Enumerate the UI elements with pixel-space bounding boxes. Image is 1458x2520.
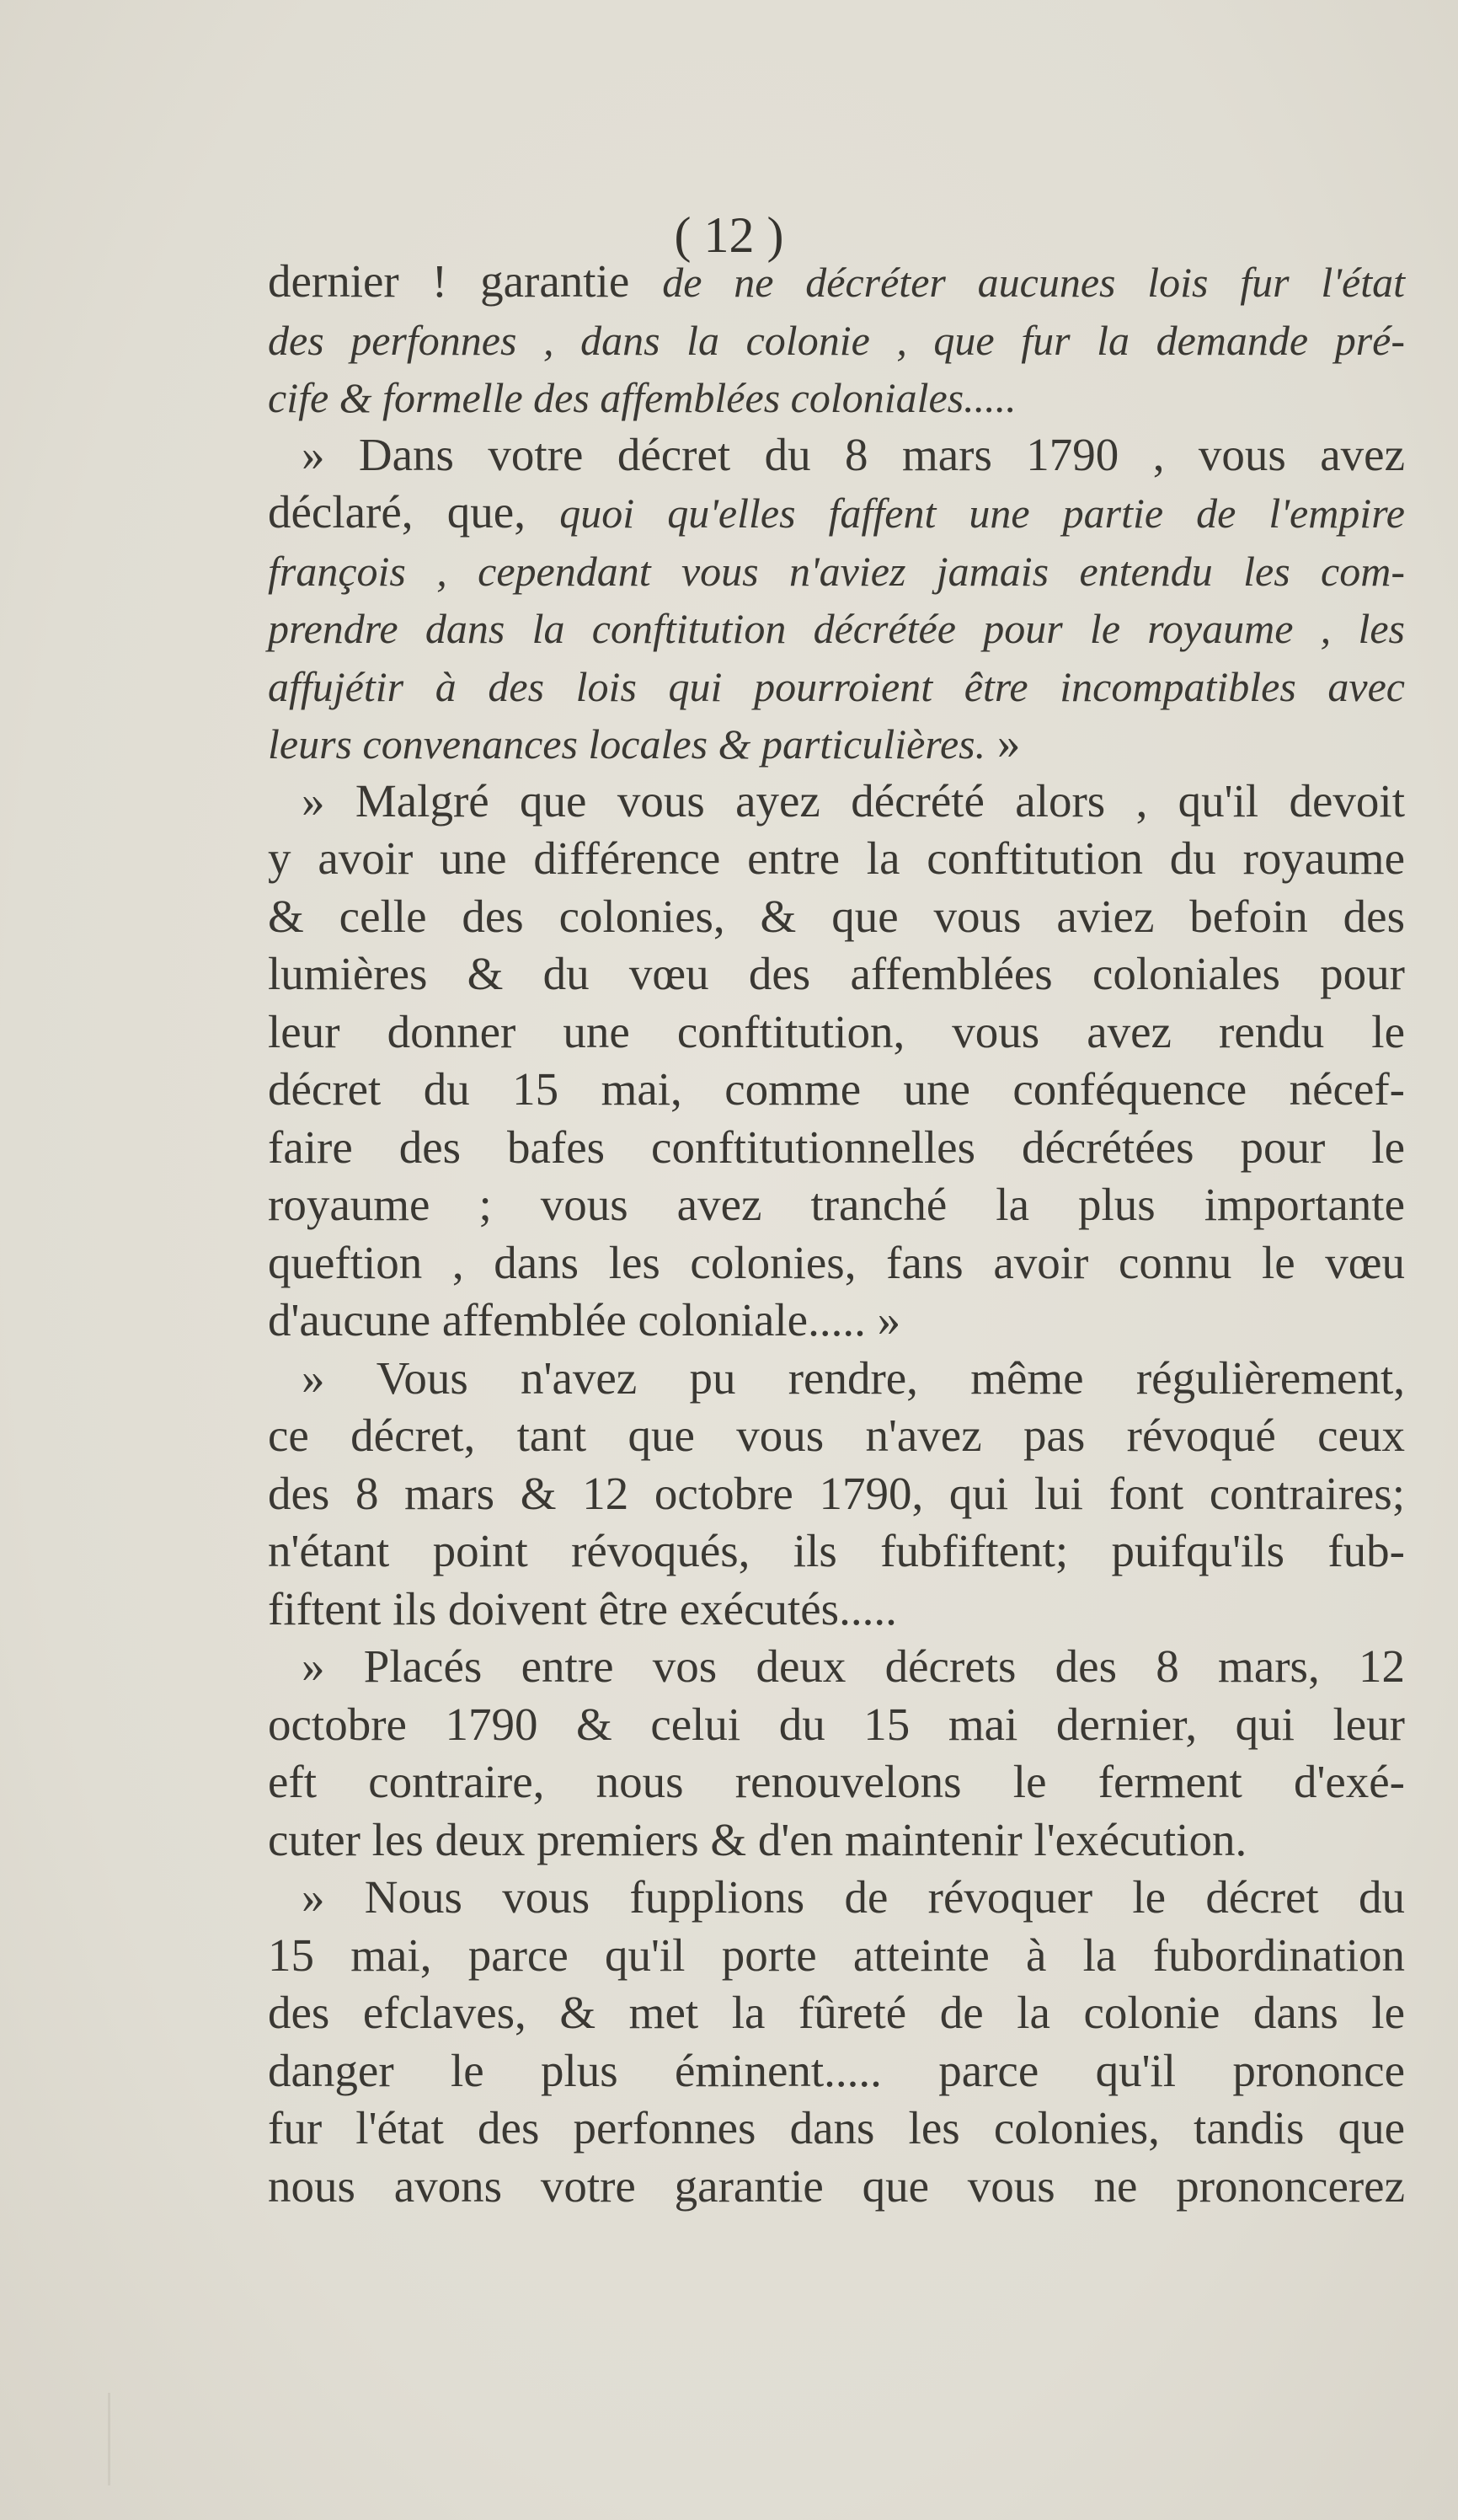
text-line — [268, 1638, 1405, 1696]
italic-text-segment: prendre dans la conftitution décrétée pour le royaume , les — [268, 605, 1405, 652]
text-line — [268, 1465, 1405, 1523]
text-line — [268, 1927, 1405, 1985]
text-segment: » — [985, 717, 1021, 768]
text-line — [268, 1696, 1405, 1754]
text-segment: » Dans votre décret du 8 mars 1790 , vous avez — [302, 428, 1405, 480]
text-segment: 15 mai, parce qu'il porte atteinte à la fubordination — [268, 1929, 1405, 1981]
text-segment: lumières & du vœu des affemblées coloniales pour — [268, 948, 1405, 999]
text-segment: d'aucune affemblée coloniale..... » — [268, 1294, 901, 1346]
text-line — [268, 253, 1405, 311]
text-segment: queftion , dans les colonies, fans avoir connu le vœu — [268, 1236, 1405, 1288]
text-line — [268, 888, 1405, 946]
text-line — [268, 657, 1405, 715]
text-line — [268, 830, 1405, 888]
text-line — [268, 714, 1405, 773]
text-line — [268, 1119, 1405, 1177]
text-segment: nous avons votre garantie que vous ne prononcerez — [268, 2159, 1405, 2212]
text-segment: & celle des colonies, & que vous aviez befoin des — [268, 890, 1405, 942]
text-segment: » Nous vous fupplions de révoquer le décret du — [302, 1871, 1405, 1923]
text-segment: faire des bafes conftitutionnelles décrétées pour le — [268, 1121, 1405, 1173]
text-segment: octobre 1790 & celui du 15 mai dernier, qui leur — [268, 1698, 1405, 1750]
text-line — [268, 484, 1405, 542]
text-line — [268, 1984, 1405, 2042]
text-line — [268, 542, 1405, 600]
text-line — [268, 1811, 1405, 1870]
text-line — [268, 945, 1405, 1003]
text-line — [268, 1061, 1405, 1119]
text-segment: déclaré, que, — [268, 486, 560, 538]
text-segment: cuter les deux premiers & d'en maintenir l'exécution. — [268, 1813, 1247, 1865]
page-edge-mark — [108, 2393, 110, 2485]
text-line — [268, 773, 1405, 831]
text-segment: » Malgré que vous ayez décrété alors , qu'il devoit — [302, 774, 1405, 827]
italic-text-segment: quoi qu'elles faffent une partie de l'empire — [559, 490, 1405, 537]
text-line — [268, 1003, 1405, 1062]
text-line — [268, 426, 1405, 484]
body-text — [268, 253, 1405, 2215]
text-segment: n'étant point révoqués, ils fubfiftent; puifqu'ils fub- — [268, 1525, 1405, 1576]
text-segment: danger le plus éminent..... parce qu'il prononce — [268, 2044, 1405, 2096]
text-segment: fur l'état des perfonnes dans les colonies, tandis que — [268, 2102, 1405, 2154]
text-segment: » Vous n'avez pu rendre, même régulièrement, — [302, 1351, 1405, 1404]
text-line — [268, 1407, 1405, 1465]
italic-text-segment: leurs convenances locales & particulières. — [268, 720, 986, 768]
text-line — [268, 1350, 1405, 1408]
text-segment: eft contraire, nous renouvelons le ferment d'exé- — [268, 1756, 1405, 1807]
text-line — [268, 1753, 1405, 1811]
text-line — [268, 1292, 1405, 1350]
text-line — [268, 2042, 1405, 2100]
text-segment: des 8 mars & 12 octobre 1790, qui lui font contraires; — [268, 1467, 1405, 1519]
text-line — [268, 1234, 1405, 1292]
text-segment: ce décret, tant que vous n'avez pas révoqué ceux — [268, 1410, 1405, 1461]
text-line — [268, 599, 1405, 657]
italic-text-segment: françois , cependant vous n'aviez jamais entendu les com- — [268, 547, 1405, 595]
text-line — [268, 1581, 1405, 1639]
text-segment: leur donner une conftitution, vous avez rendu le — [268, 1005, 1405, 1057]
italic-text-segment: de ne décréter aucunes lois fur l'état — [662, 259, 1405, 306]
text-line — [268, 368, 1405, 426]
text-line — [268, 311, 1405, 369]
text-line — [268, 1176, 1405, 1234]
text-segment: décret du 15 mai, comme une conféquence nécef- — [268, 1063, 1405, 1115]
italic-text-segment: cife & formelle des affemblées coloniales..... — [268, 374, 1017, 421]
italic-text-segment: affujétir à des lois qui pourroient être incompatibles avec — [268, 662, 1405, 710]
text-segment: dernier ! garantie — [268, 255, 663, 307]
text-segment: fiftent ils doivent être exécutés..... — [268, 1582, 897, 1635]
italic-text-segment: des perfonnes , dans la colonie , que fur la demande pré- — [268, 316, 1405, 364]
text-segment: des efclaves, & met la fûreté de la colonie dans le — [268, 1987, 1405, 2038]
text-segment: » Placés entre vos deux décrets des 8 mars, 12 — [302, 1640, 1405, 1692]
text-segment: y avoir une différence entre la conftitution du royaume — [268, 832, 1405, 884]
text-line — [268, 1522, 1405, 1581]
text-line — [268, 1869, 1405, 1927]
text-line — [268, 2158, 1405, 2216]
text-segment: royaume ; vous avez tranché la plus importante — [268, 1179, 1405, 1230]
page-number: ( 12 ) — [674, 207, 784, 263]
text-line — [268, 2100, 1405, 2158]
